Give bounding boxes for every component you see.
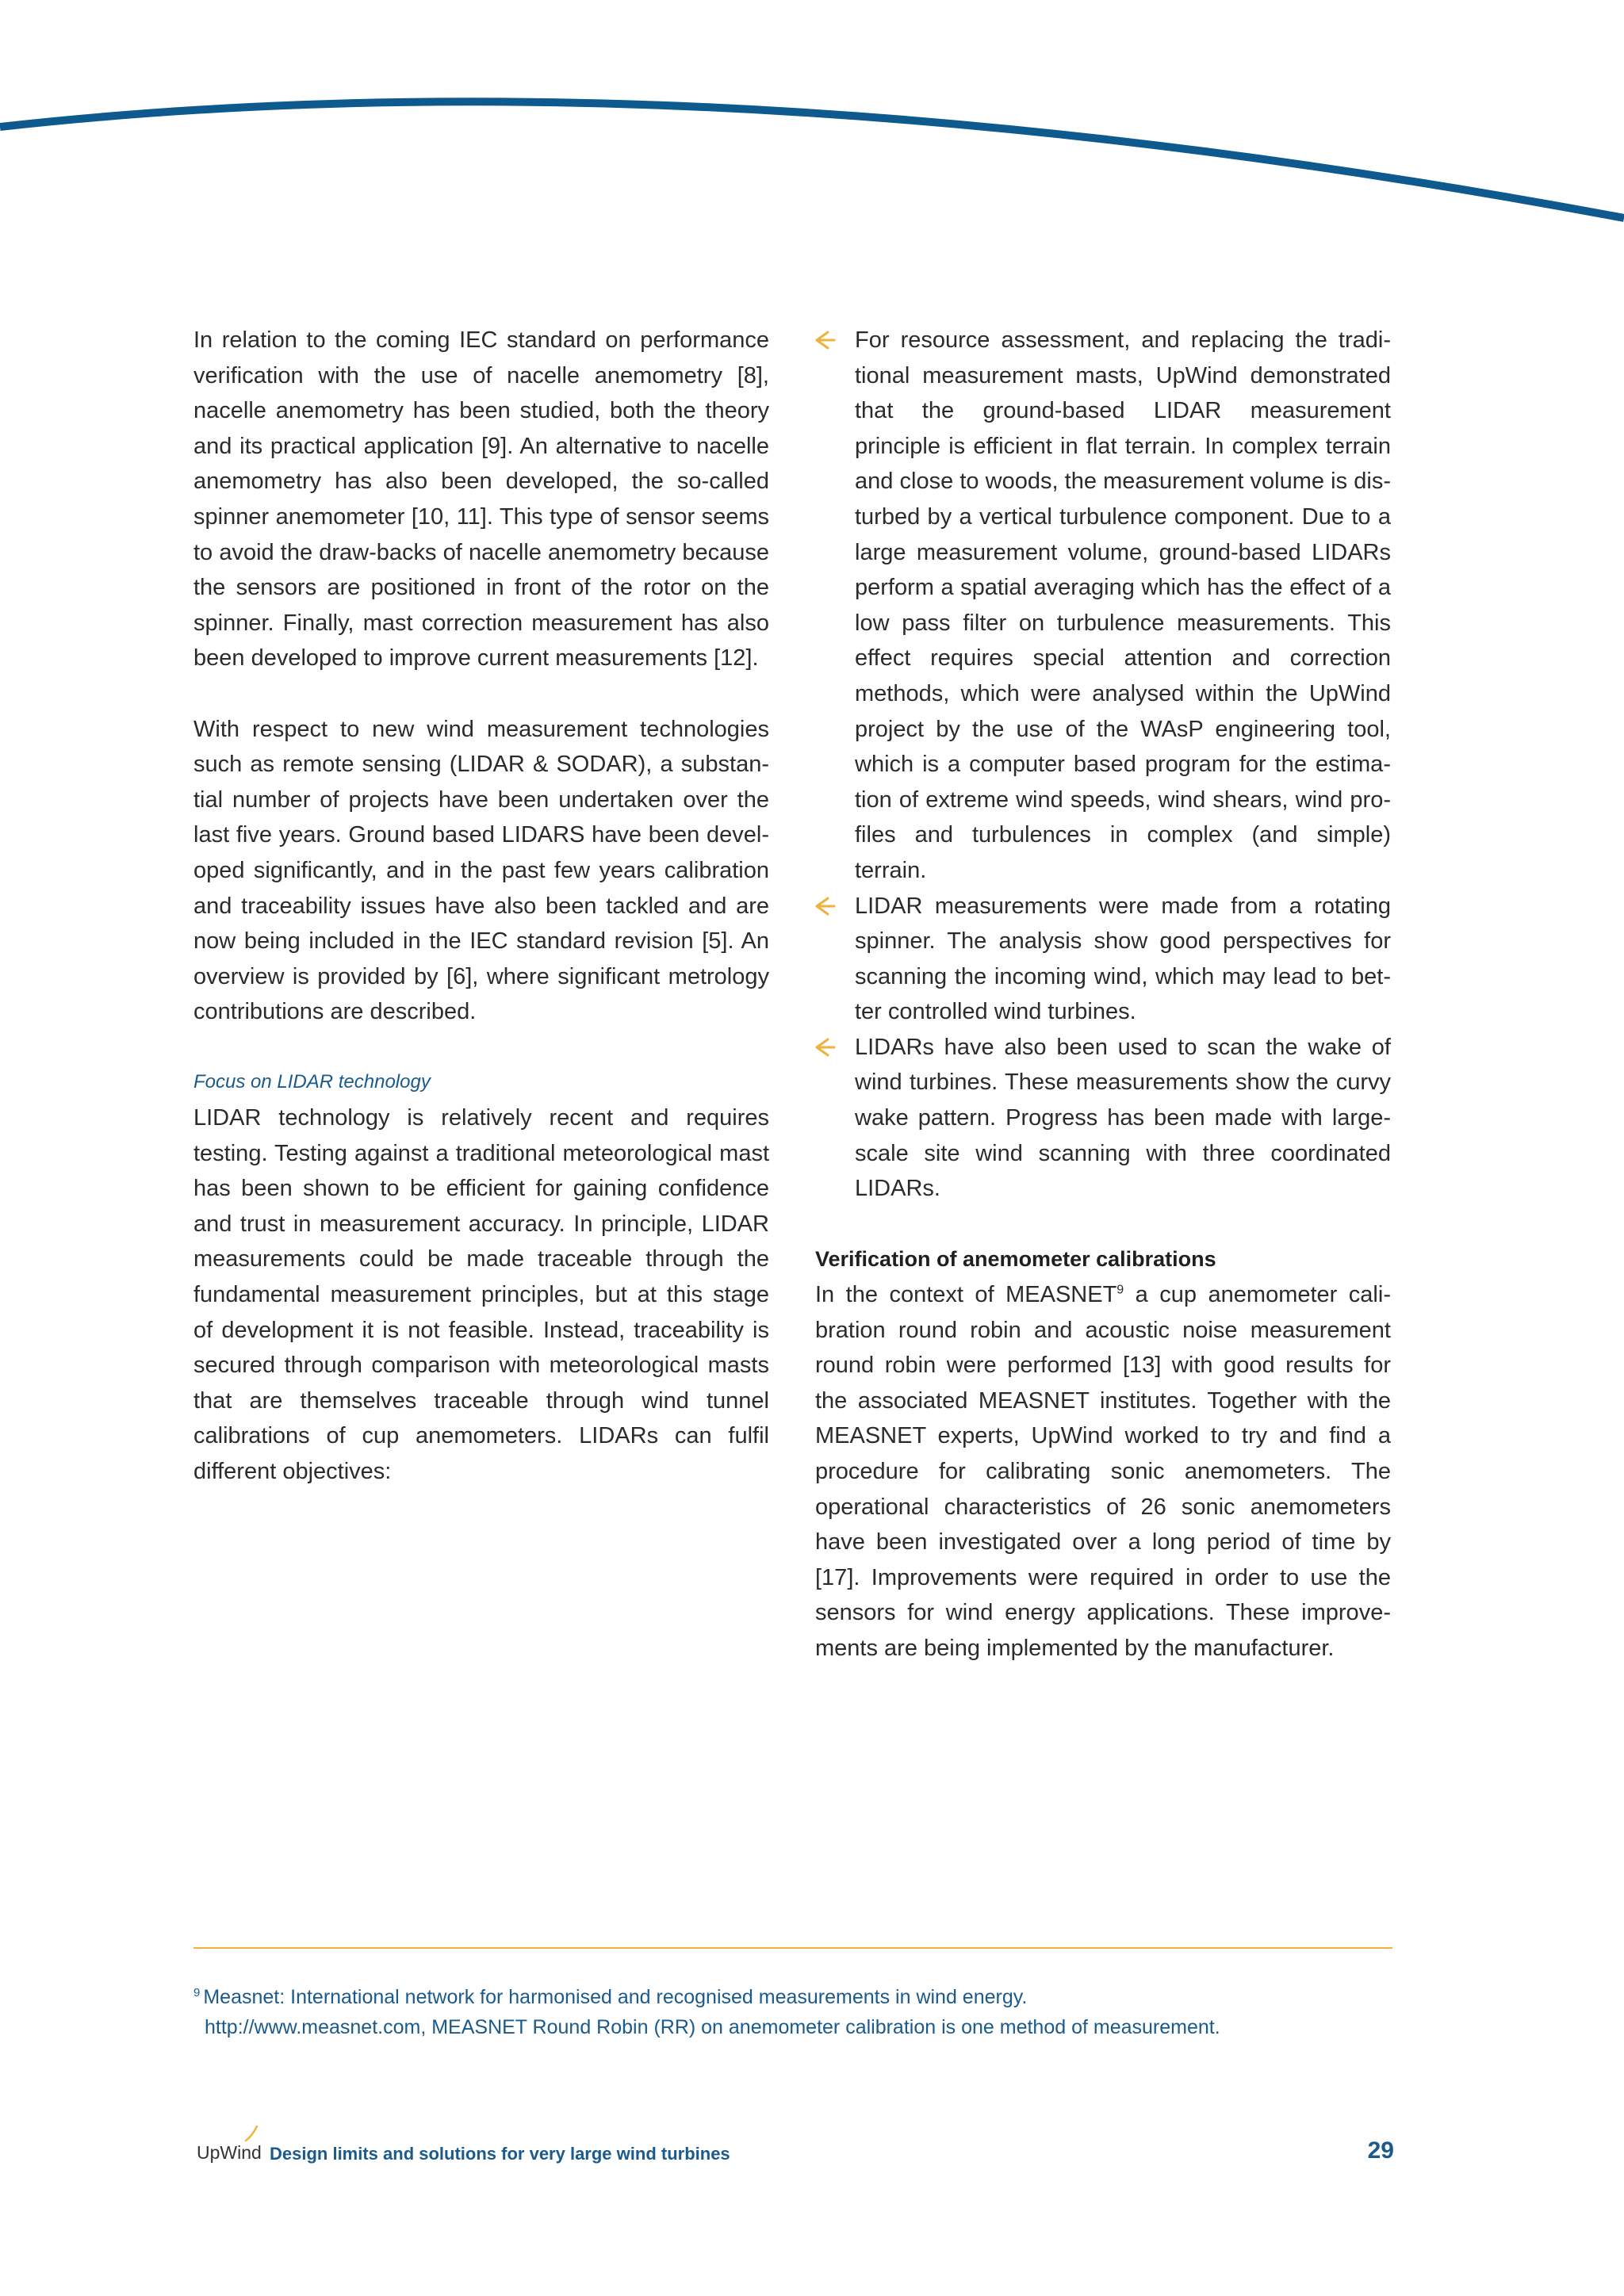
calibration-paragraph <box>815 1277 1391 1667</box>
footnote-text-1: Measnet: International network for harmonised and recognised measurements in wind energy. <box>203 1986 1028 2008</box>
lidar-paragraph: LIDAR technology is relatively recent and requires testing. Testing against a traditional meteorological mast has been shown to be efficient for gaining confidence and trust in measurement accuracy. In principle, LIDAR measurements could be made traceable through the fundamental measurement principles, but at this stage of development it is not feasible. Instead, traceability is secured through comparison with meteorological masts that are themselves traceable through wind tunnel calibrations of cup anemometers. LIDARs can fulfil different objectives: <box>193 1105 769 1484</box>
upwind-logo: UpWind <box>197 2142 262 2163</box>
list-item-text: LIDARs have also been used to scan the wake of wind turbines. These measurements show the curvy wake pattern. Progress has been made with large-scale site wind scanning with three coordinated LIDARs. <box>855 1034 1391 1202</box>
calibration-paragraph-rest: a cup anemometer calibration round robin and acoustic noise measurement round robin were performed [13] with good results for the associated MEASNET institutes. Together with the MEASNET experts, UpWind worked to try and find a procedure for calibrating sonic anemometers. The operational characteristics of 26 sonic anemometers have been investigated over a long period of time by [17]. Improvements were required in order to use the sensors for wind energy applications. These improvements are being implemented by the manufacturer. <box>815 1282 1391 1661</box>
lidar-subheading: Focus on LIDAR technology <box>193 1071 431 1093</box>
left-column <box>193 323 769 1490</box>
page-footer <box>197 2131 1394 2171</box>
list-item <box>815 889 1391 1030</box>
bullet-arrow-icon <box>815 896 836 916</box>
footnote-marker: 9 <box>193 1985 201 1999</box>
lidar-objectives-list <box>815 323 1391 1207</box>
list-item-text: LIDAR measurements were made from a rotating spinner. The analysis show good perspectives for scanning the incoming wind, which may lead to better controlled wind turbines. <box>855 893 1391 1025</box>
intro-paragraph: In relation to the coming IEC standard on performance verification with the use of nacelle anemometry [8], nacelle anemometry has been studied, both the theory and its practical application [9]. An alternative to nacelle anemometry has also been developed, the so-called spinner anemometer [10, 11]. This type of sensor seems to avoid the draw-backs of nacelle anemometry because the sensors are positioned in front of the rotor on the spinner. Finally, mast correction measurement has also been developed to improve current measurements [12]. <box>193 327 769 672</box>
bullet-arrow-icon <box>815 330 836 350</box>
logo-swoosh-icon <box>243 2125 260 2142</box>
header-arc-decoration <box>0 0 1624 254</box>
calibration-paragraph-start: In the context of MEASNET <box>815 1282 1117 1308</box>
remote-sensing-paragraph: With respect to new wind measurement technologies such as remote sensing (LIDAR & SODAR), a substantial number of projects have been undertaken over the last five years. Ground based LIDARS have been developed significantly, and in the past few years calibration and traceability issues have also been tackled and are now being included in the IEC standard revision [5]. An overview is provided by [6], where significant metrology contributions are described. <box>193 716 769 1025</box>
page-number: 29 <box>1367 2137 1394 2164</box>
list-item-text: For resource assessment, and replacing the traditional measurement masts, UpWind demonstrated that the ground-based LIDAR measurement principle is efficient in flat terrain. In complex terrain and close to woods, the measurement volume is disturbed by a vertical turbulence component. Due to a large measurement volume, ground-based LIDARs perform a spatial averaging which has the effect of a low pass filter on turbulence measurements. This effect requires special attention and correction methods, which were analysed within the UpWind project by the use of the WAsP engineering tool, which is a computer based program for the estimation of extreme wind speeds, wind shears, wind profiles and turbulences in complex (and simple) terrain. <box>855 327 1391 883</box>
calibration-heading: Verification of anemometer calibrations <box>815 1247 1216 1272</box>
footnote <box>193 1982 1392 2042</box>
list-item <box>815 323 1391 889</box>
footnote-reference[interactable]: 9 <box>1116 1283 1124 1297</box>
publication-title: Design limits and solutions for very large wind turbines <box>270 2144 730 2164</box>
right-column <box>815 323 1391 1667</box>
footnote-line-2: http://www.measnet.com, MEASNET Round Robin (RR) on anemometer calibration is one method of measurement. <box>205 2016 1220 2038</box>
footnote-line-1 <box>193 1982 1392 2012</box>
list-item <box>815 1030 1391 1207</box>
bullet-arrow-icon <box>815 1037 836 1058</box>
footnote-divider <box>193 1947 1392 1949</box>
